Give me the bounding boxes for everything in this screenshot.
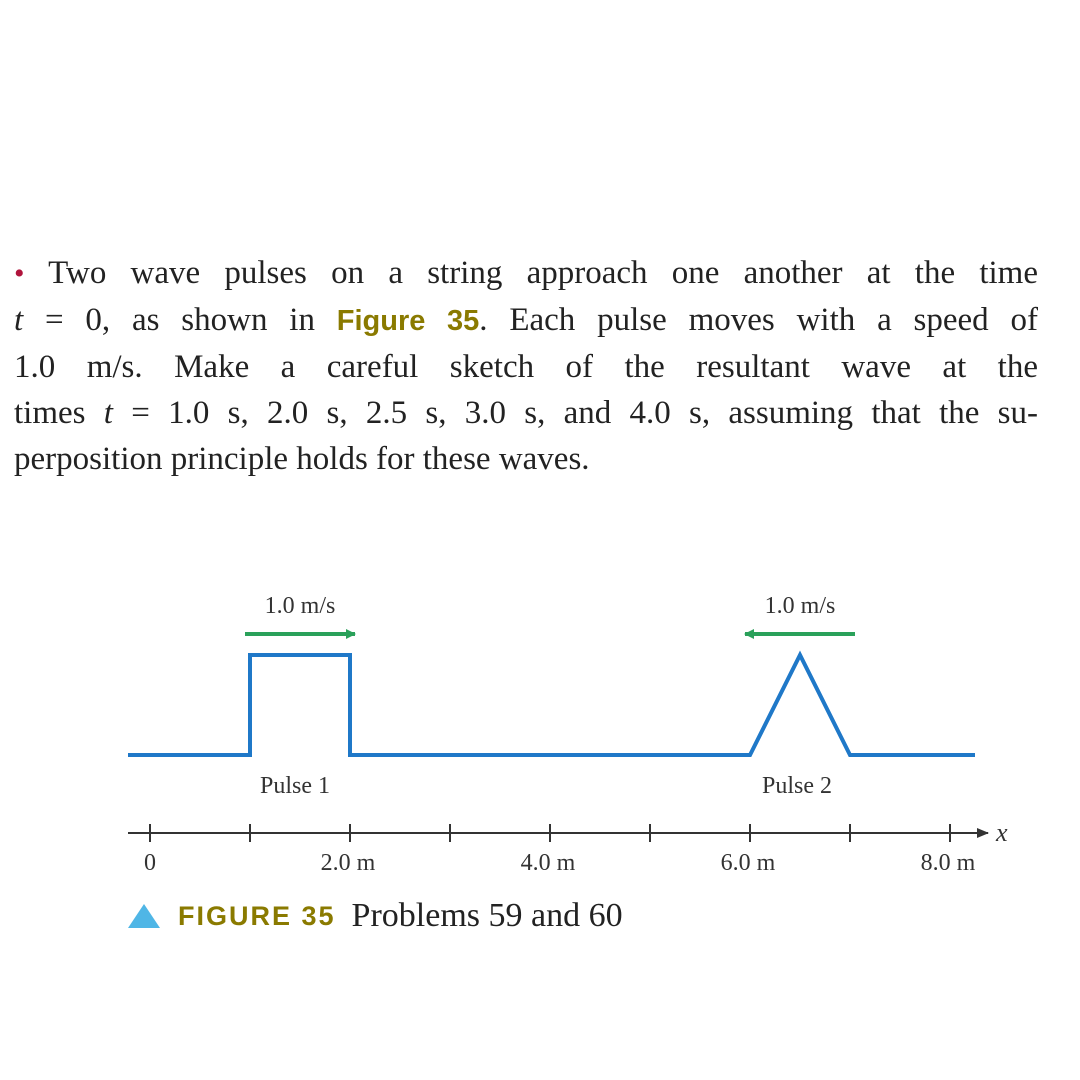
problem-line-4-pre: times bbox=[14, 395, 104, 431]
figure-reference: Figure 35 bbox=[336, 305, 480, 337]
pulse-2-speed-label: 1.0 m/s bbox=[764, 593, 836, 619]
time-variable: t bbox=[103, 395, 113, 431]
x-axis-tick-label: 2.0 m bbox=[320, 850, 376, 876]
problem-line-5: perposition principle holds for these waves. bbox=[14, 441, 590, 477]
x-axis-symbol: x bbox=[996, 818, 1008, 847]
problem-line-2-pre: = 0, as shown in bbox=[23, 302, 337, 338]
caption-triangle-icon bbox=[128, 904, 160, 928]
problem-line-4-post: = 1.0 s, 2.0 s, 2.5 s, 3.0 s, and 4.0 s, assuming that the su- bbox=[112, 395, 1038, 431]
caption-text: Problems 59 and 60 bbox=[351, 897, 623, 934]
figure-caption bbox=[128, 894, 623, 938]
problem-line-3: 1.0 m/s. Make a careful sketch of the resultant wave at the bbox=[14, 349, 1038, 385]
problem-line-2-post: . Each pulse moves with a speed of bbox=[479, 302, 1038, 338]
string-wave bbox=[128, 655, 975, 755]
pulse-1-label: Pulse 1 bbox=[259, 773, 331, 799]
time-variable: t bbox=[14, 302, 24, 338]
figure-label: FIGURE 35 bbox=[178, 900, 336, 931]
x-axis-tick-label: 0 bbox=[144, 850, 156, 876]
x-axis-tick-label: 8.0 m bbox=[920, 850, 976, 876]
pulse-1-speed-label: 1.0 m/s bbox=[264, 593, 336, 619]
pulse-2-label: Pulse 2 bbox=[761, 773, 833, 799]
x-axis-tick-label: 6.0 m bbox=[720, 850, 776, 876]
x-axis-tick-labels bbox=[144, 850, 976, 876]
bullet-icon: • bbox=[14, 257, 25, 290]
problem-line-1-text: Two wave pulses on a string approach one another at the time bbox=[48, 255, 1038, 291]
x-axis-tick-label: 4.0 m bbox=[520, 850, 576, 876]
